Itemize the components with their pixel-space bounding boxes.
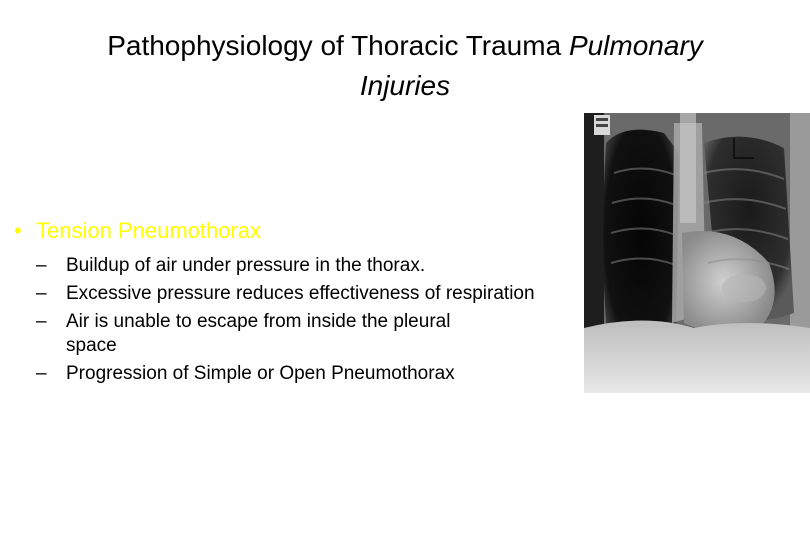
- chest-xray-icon: [584, 113, 810, 393]
- sub-bullet-marker: –: [36, 283, 47, 304]
- sub-bullet-marker: –: [36, 311, 47, 332]
- sub-bullet: [36, 362, 594, 386]
- title-italic-first: Pulmonary: [568, 30, 703, 61]
- bullet-list: [14, 214, 594, 386]
- sub-bullet: [36, 282, 594, 306]
- title-plain: Pathophysiology of Thoracic Trauma: [107, 30, 569, 61]
- sub-bullet-text: Progression of Simple or Open Pneumothorax: [66, 363, 455, 384]
- sub-bullet: [36, 310, 594, 358]
- sub-bullet-text: Excessive pressure reduces effectiveness of respiration: [66, 283, 535, 304]
- slide-title: [40, 26, 770, 106]
- title-italic-second: Injuries: [359, 70, 451, 101]
- bullet-tension-pneumothorax: [14, 214, 594, 248]
- sub-bullet: [36, 254, 594, 278]
- sub-bullet-text: Buildup of air under pressure in the thorax.: [66, 255, 426, 276]
- sub-bullet-marker: –: [36, 255, 47, 276]
- chest-xray-image: [584, 113, 810, 393]
- sub-bullet-text: Air is unable to escape from inside the pleural space: [66, 311, 451, 356]
- bullet-marker: •: [14, 218, 22, 243]
- bullet-text: Tension Pneumothorax: [36, 218, 262, 243]
- sub-bullet-marker: –: [36, 363, 47, 384]
